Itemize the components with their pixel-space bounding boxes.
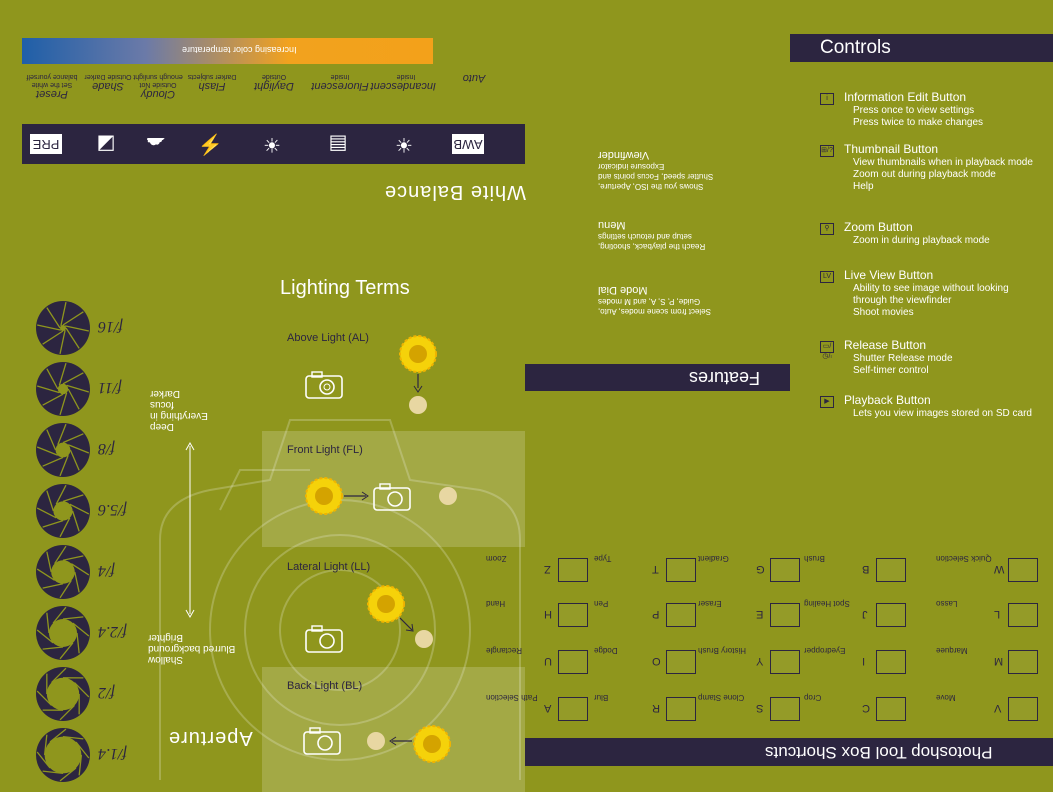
control-description: Press twice to make changes [853, 117, 984, 128]
tool-shortcut-key: R [652, 702, 660, 714]
camera-icon [374, 484, 410, 510]
feature-line: Reach the playback, shooting, [598, 242, 706, 251]
aperture-iris-icon [35, 300, 91, 356]
info-icon: i [820, 93, 834, 105]
sun-icon [414, 726, 450, 762]
wb-mode-name: Cloudy [140, 88, 176, 100]
tool-name: Lasso [936, 599, 958, 608]
aperture-f-stop: f/8 [98, 440, 115, 457]
camera-icon [306, 626, 342, 652]
shade-icon: ◪ [96, 133, 116, 155]
feature-item [598, 218, 768, 251]
sun-icon [368, 586, 404, 622]
tool-history-brush-icon[interactable] [770, 650, 800, 674]
aperture-iris-icon [35, 544, 91, 600]
aperture-iris-icon [35, 422, 91, 478]
tool-name: Marquee [936, 646, 968, 655]
sun-icon [306, 478, 342, 514]
tool-name: Zoom [486, 554, 507, 563]
tool-shortcut-key: M [994, 655, 1004, 667]
tool-shortcut-key: U [544, 655, 552, 667]
tool-pen-icon[interactable] [666, 603, 696, 627]
tool-rectangle-icon[interactable] [558, 650, 588, 674]
tool-dodge-icon[interactable] [666, 650, 696, 674]
feature-title: Viewfinder [598, 149, 650, 161]
control-title: Thumbnail Button [844, 142, 939, 156]
aperture-f-stop: f/11 [98, 379, 122, 396]
wb-mode-note: Set the white balance yourself [26, 73, 78, 88]
preset-icon: PRE [30, 134, 62, 154]
depth-arrow [182, 440, 198, 620]
control-description: through the viewfinder [853, 295, 952, 306]
playback-icon: ▶ [820, 396, 834, 408]
tool-shortcut-key: Y [756, 655, 764, 667]
aperture-iris-icon [35, 666, 91, 722]
white-balance-label [22, 72, 82, 100]
camera-icon [306, 372, 342, 398]
tool-shortcut-key: P [652, 608, 660, 620]
gradient-label: Increasing color temperature [182, 45, 297, 55]
photoshop-heading: Photoshop Tool Box Shortcuts [765, 743, 993, 762]
daylight-icon: ☀ [263, 133, 281, 155]
white-balance-label [78, 72, 138, 92]
tool-name: Eyedropper [804, 646, 846, 655]
tool-marquee-icon[interactable] [1008, 650, 1038, 674]
aperture-heading: Aperture [168, 727, 253, 749]
tool-brush-icon[interactable] [876, 558, 906, 582]
tool-shortcut-key: T [652, 563, 659, 575]
tool-shortcut-key: S [756, 702, 764, 714]
tool-shortcut-key: W [994, 563, 1005, 575]
lighting-label-front: Front Light (FL) [287, 444, 363, 456]
white-balance-label [310, 72, 370, 92]
tool-name: Clone Stamp [698, 693, 745, 702]
control-description: Zoom in during playback mode [853, 235, 990, 246]
feature-line: Exposure indicator [598, 162, 665, 171]
tool-shortcut-key: A [544, 702, 552, 714]
wb-mode-note: Darker subjects [187, 73, 237, 80]
tool-shortcut-key: J [862, 608, 868, 620]
tool-eraser-icon[interactable] [770, 603, 800, 627]
white-balance-heading: White Balance [384, 181, 526, 203]
wb-mode-name: Flash [198, 80, 226, 92]
tool-crop-icon[interactable] [876, 697, 906, 721]
control-description: Press once to view settings [853, 105, 975, 116]
aperture-deep-text: Deep Everything in focus Darker [150, 388, 208, 432]
features-heading: Features [688, 368, 760, 388]
tool-type-icon[interactable] [666, 558, 696, 582]
aperture-f-stop: f/5.6 [98, 501, 127, 518]
tool-name: Crop [804, 693, 822, 702]
tool-shortcut-key: B [862, 563, 870, 575]
tool-path-selection-icon[interactable] [558, 697, 588, 721]
feature-line: Guide, P, S, A, and M modes [598, 297, 701, 306]
aperture-iris-icon [35, 483, 91, 539]
wb-mode-note: Outside Not enough sunlight [133, 73, 183, 88]
tool-name: Dodge [594, 646, 618, 655]
live-view-icon: LV [820, 271, 834, 283]
aperture-f-stop: f/4 [98, 562, 115, 579]
tool-shortcut-key: O [652, 655, 661, 667]
release-icon: ▭/◷/ₗ [820, 341, 834, 353]
tool-spot-healing-icon[interactable] [876, 603, 906, 627]
lighting-label-back: Back Light (BL) [287, 680, 363, 692]
aperture-f-stop: f/16 [98, 318, 123, 335]
feature-line: setup and retouch settings [598, 232, 692, 241]
wb-mode-name: Fluorescent [311, 80, 369, 92]
tool-name: Blur [594, 693, 609, 702]
zoom-icon: ⚲ [820, 223, 834, 235]
features-header-band [525, 364, 790, 391]
lighting-above-diagram [300, 332, 450, 422]
control-description: Lets you view images stored on SD card [853, 408, 1032, 419]
tool-name: Spot Healing [804, 599, 850, 608]
white-balance-label [370, 72, 436, 92]
feature-title: Menu [598, 219, 626, 231]
tool-name: Brush [804, 554, 825, 563]
control-title: Zoom Button [844, 220, 913, 234]
control-description: View thumbnails when in playback mode [853, 157, 1033, 168]
aperture-f-stop: f/2 [98, 684, 115, 701]
control-description: Self-timer control [853, 365, 929, 376]
tool-name: Rectangle [486, 646, 523, 655]
aperture-f-stop: f/1.4 [98, 745, 127, 762]
aperture-shallow-text: Shallow Blurred background Brighter [148, 632, 236, 665]
tool-clone-stamp-icon[interactable] [770, 697, 800, 721]
tool-name: Quick Selection [936, 554, 992, 563]
tool-shortcut-key: V [994, 702, 1002, 714]
wb-mode-name: Preset [36, 88, 68, 100]
aperture-iris-icon [35, 361, 91, 417]
aperture-iris-icon [35, 605, 91, 661]
tool-eyedropper-icon[interactable] [876, 650, 906, 674]
tool-shortcut-key: L [994, 608, 1001, 620]
tool-zoom-icon[interactable] [558, 558, 588, 582]
lighting-back-diagram [300, 720, 470, 770]
tool-move-icon[interactable] [1008, 697, 1038, 721]
color-temperature-gradient [22, 38, 433, 64]
tool-shortcut-key: H [544, 608, 552, 620]
feature-line: Select from scene modes, Auto, [598, 307, 711, 316]
tool-gradient-icon[interactable] [770, 558, 800, 582]
tool-name: Move [936, 693, 956, 702]
tool-lasso-icon[interactable] [1008, 603, 1038, 627]
photoshop-header-band [525, 738, 1053, 766]
wb-mode-name: Auto [462, 72, 486, 84]
white-balance-label [182, 72, 242, 92]
control-description: Shoot movies [853, 307, 914, 318]
tool-shortcut-key: G [756, 563, 765, 575]
control-title: Release Button [844, 338, 927, 352]
tool-name: Eraser [698, 599, 722, 608]
tool-name: Hand [486, 599, 506, 608]
tool-shortcut-key: E [756, 608, 764, 620]
awb-icon: AWB [452, 134, 484, 154]
controls-heading: Controls [820, 37, 891, 58]
wb-mode-note: Inside [396, 73, 416, 80]
aperture-iris-icon [35, 727, 91, 783]
lighting-label-above: Above Light (AL) [287, 332, 369, 344]
tool-blur-icon[interactable] [666, 697, 696, 721]
wb-mode-name: Incandescent [370, 80, 436, 92]
wb-mode-name: Daylight [254, 80, 294, 92]
wb-mode-name: Shade [92, 80, 124, 92]
tool-shortcut-key: Z [544, 563, 551, 575]
tool-name: Path Selection [486, 693, 538, 702]
tool-hand-icon[interactable] [558, 603, 588, 627]
thumbnail-icon: ⊞/? [820, 145, 834, 157]
white-balance-icon-band [22, 124, 525, 164]
tool-name: Type [594, 554, 612, 563]
tool-quick-selection-icon[interactable] [1008, 558, 1038, 582]
control-description: Shutter Release mode [853, 353, 953, 364]
feature-title: Mode Dial [598, 284, 648, 296]
white-balance-label [444, 72, 504, 84]
tool-name: History Brush [698, 646, 747, 655]
tool-name: Gradient [698, 554, 729, 563]
lighting-label-lateral: Lateral Light (LL) [287, 561, 371, 573]
controls-header-band [790, 34, 1053, 62]
tool-name: Pen [594, 599, 609, 608]
feature-line: Shutter speed, Focus points and [598, 172, 714, 181]
control-description: Help [853, 181, 874, 192]
camera-icon [304, 728, 340, 754]
control-title: Playback Button [844, 393, 931, 407]
sun-icon [400, 336, 436, 372]
wb-mode-note: Outside Darker [84, 73, 132, 80]
incandescent-icon: ☀ [395, 133, 413, 155]
tool-shortcut-key: C [862, 702, 870, 714]
feature-item [598, 148, 768, 191]
cloudy-icon: ☁ [146, 133, 166, 155]
white-balance-label [244, 72, 304, 92]
control-description: Zoom out during playback mode [853, 169, 996, 180]
control-title: Live View Button [844, 268, 934, 282]
feature-line: Shows you the ISO, Aperture, [598, 182, 704, 191]
aperture-f-stop: f/2.4 [98, 623, 127, 640]
lighting-lateral-diagram [300, 580, 460, 660]
control-description: Ability to see image without looking [853, 283, 1009, 294]
control-title: Information Edit Button [844, 90, 967, 104]
feature-item [598, 283, 768, 316]
lighting-heading: Lighting Terms [280, 277, 410, 299]
lighting-front-diagram [300, 470, 470, 530]
tool-shortcut-key: I [862, 655, 866, 667]
flash-icon: ⚡ [197, 133, 223, 155]
wb-mode-note: Inside [330, 73, 350, 80]
fluorescent-icon: ▤ [328, 133, 348, 155]
wb-mode-note: Outside [261, 73, 287, 80]
